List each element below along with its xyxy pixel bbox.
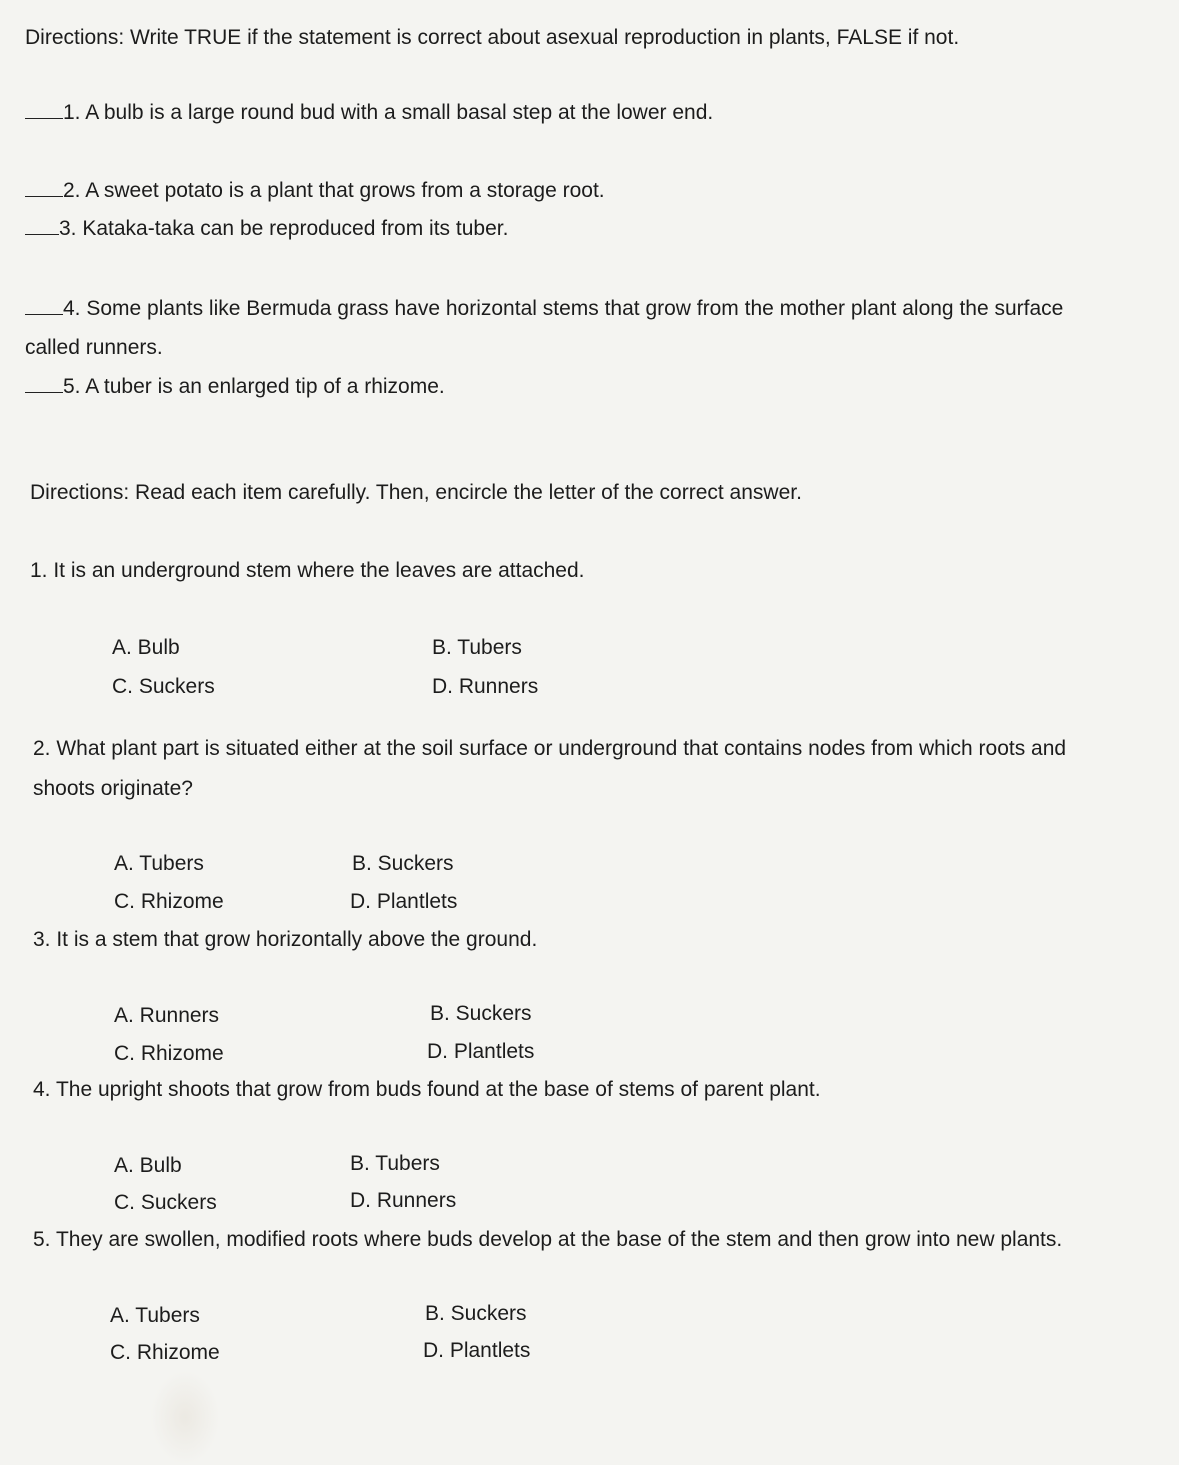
- tf-item-2: [25, 178, 605, 204]
- answer-blank[interactable]: [25, 100, 63, 119]
- mc-option-a[interactable]: A. Bulb: [112, 636, 180, 659]
- mc-option-a[interactable]: A. Bulb: [114, 1154, 182, 1177]
- mc-option-b[interactable]: B. Tubers: [350, 1152, 440, 1175]
- tf-item-3: [25, 216, 508, 242]
- mc-option-d[interactable]: D. Plantlets: [427, 1040, 535, 1063]
- tf-item-5: [25, 374, 445, 400]
- tf-item-4-cont: called runners.: [25, 336, 163, 359]
- mc-option-a[interactable]: A. Tubers: [110, 1304, 200, 1327]
- mc-question-1: 1. It is an underground stem where the leaves are attached.: [30, 559, 585, 582]
- mc-option-b[interactable]: B. Suckers: [425, 1302, 527, 1325]
- tf-item-text: 4. Some plants like Bermuda grass have horizontal stems that grow from the mother plant along the surface: [63, 297, 1064, 320]
- mc-option-d[interactable]: D. Plantlets: [350, 890, 458, 913]
- mc-option-d[interactable]: D. Runners: [432, 675, 539, 698]
- mc-option-b[interactable]: B. Suckers: [430, 1002, 532, 1025]
- tf-item-text: 3. Kataka-taka can be reproduced from its tuber.: [59, 217, 509, 240]
- mc-option-c[interactable]: C. Rhizome: [110, 1341, 220, 1364]
- mc-option-c[interactable]: C. Rhizome: [114, 890, 224, 913]
- mc-option-d[interactable]: D. Plantlets: [423, 1339, 531, 1362]
- mc-option-a[interactable]: A. Tubers: [114, 852, 204, 875]
- mc-question-2-cont: shoots originate?: [33, 777, 193, 800]
- tf-directions: Directions: Write TRUE if the statement is correct about asexual reproduction in plants, FALSE if not.: [25, 26, 960, 49]
- mc-directions: Directions: Read each item carefully. Then, encircle the letter of the correct answer.: [30, 481, 802, 504]
- tf-item-text: 5. A tuber is an enlarged tip of a rhizome.: [63, 375, 445, 398]
- tf-item-text: 2. A sweet potato is a plant that grows from a storage root.: [63, 179, 605, 202]
- answer-blank[interactable]: [25, 216, 59, 235]
- answer-blank[interactable]: [25, 374, 63, 393]
- mc-option-b[interactable]: B. Suckers: [352, 852, 454, 875]
- mc-question-5: 5. They are swollen, modified roots where buds develop at the base of the stem and then grow into new plants.: [33, 1228, 1063, 1251]
- answer-blank[interactable]: [25, 296, 63, 315]
- mc-question-3: 3. It is a stem that grow horizontally above the ground.: [33, 928, 538, 951]
- mc-option-c[interactable]: C. Rhizome: [114, 1042, 224, 1065]
- tf-item-1: [25, 100, 713, 126]
- mc-option-d[interactable]: D. Runners: [350, 1189, 457, 1212]
- mc-option-a[interactable]: A. Runners: [114, 1004, 220, 1027]
- mc-question-4: 4. The upright shoots that grow from buds found at the base of stems of parent plant.: [33, 1078, 821, 1101]
- paper-smudge: [150, 1370, 220, 1465]
- tf-item-text: 1. A bulb is a large round bud with a small basal step at the lower end.: [63, 101, 714, 124]
- mc-option-c[interactable]: C. Suckers: [114, 1191, 217, 1214]
- mc-question-2: 2. What plant part is situated either at the soil surface or underground that contains nodes from which roots and: [33, 737, 1067, 760]
- tf-item-4: [25, 296, 1063, 322]
- answer-blank[interactable]: [25, 178, 63, 197]
- mc-option-b[interactable]: B. Tubers: [432, 636, 522, 659]
- mc-option-c[interactable]: C. Suckers: [112, 675, 215, 698]
